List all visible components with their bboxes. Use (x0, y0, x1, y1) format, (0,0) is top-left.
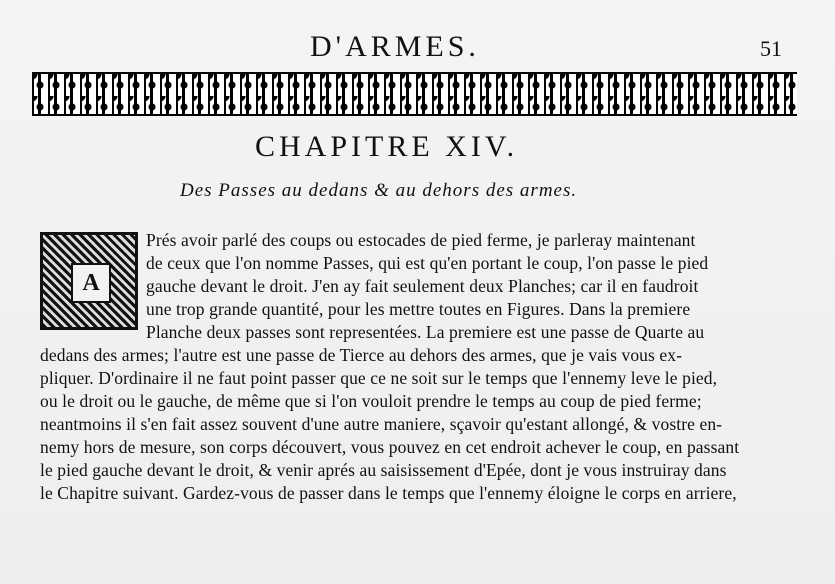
page-number: 51 (760, 36, 782, 61)
text-line: une trop grande quantité, pour les mettre toutes en Figures. Dans la premiere (146, 299, 691, 319)
text-line: gauche devant le droit. J'en ay fait seulement deux Planches; car il en faudroit (146, 276, 699, 296)
text-line: Planche deux passes sont representées. La premiere est une passe de Quarte au (146, 322, 705, 342)
chapter-title: CHAPITRE XIV. (255, 130, 519, 163)
text-line: de ceux que l'on nomme Passes, qui est qu'en portant le coup, l'on passe le pied (146, 253, 709, 273)
text-line: neantmoins il s'en fait assez souvent d'une autre maniere, sçavoir qu'estant allongé, & vostre en- (40, 414, 723, 434)
initial-letter: A (71, 263, 111, 303)
text-line: le pied gauche devant le droit, & venir aprés au saisissement d'Epée, dont je vous instruiray dans (40, 460, 727, 480)
text-line: pliquer. D'ordinaire il ne faut point passer que ce ne soit sur le temps que l'ennemy leve le pied, (40, 368, 718, 388)
text-line: ou le droit ou le gauche, de même que si l'on vouloit prendre le temps au coup de pied ferme; (40, 391, 702, 411)
text-line: dedans des armes; l'autre est une passe de Tierce au dehors des armes, que je vais vous ex- (40, 345, 683, 365)
text-line: le Chapitre suivant. Gardez-vous de passer dans le temps que l'ennemy éloigne le corps en arriere, (40, 483, 737, 503)
text-line: nemy hors de mesure, son corps découvert, vous pouvez en cet endroit achever le coup, en passant (40, 437, 740, 457)
text-line: Prés avoir parlé des coups ou estocades de pied ferme, je parleray maintenant (146, 230, 696, 250)
running-title: D'ARMES. (310, 30, 480, 63)
chapter-subtitle: Des Passes au dedans & au dehors des armes. (180, 180, 578, 201)
